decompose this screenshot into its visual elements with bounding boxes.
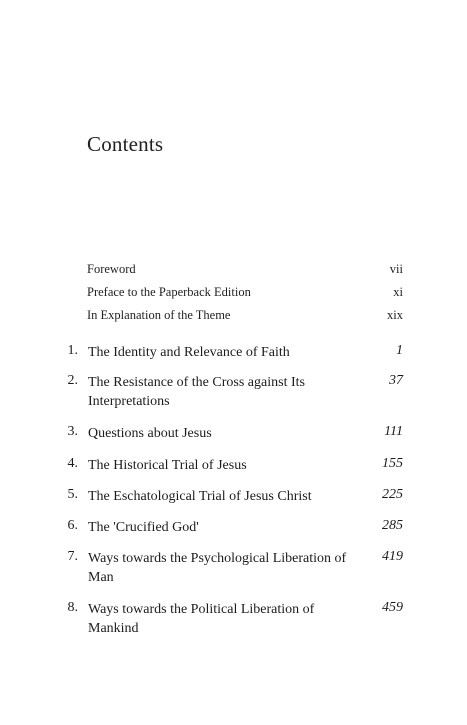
chapter-title: Questions about Jesus [88,426,212,441]
front-item-label: In Explanation of the Theme [87,308,231,322]
chapter-title: The Historical Trial of Jesus [88,458,247,473]
chapter-number: 5. [67,487,78,502]
front-item-page: xix [387,308,403,322]
page-title: Contents [87,132,164,156]
chapter-number: 6. [67,518,78,533]
chapter-title: The Identity and Relevance of Faith [88,345,290,360]
chapter-title: Ways towards the Political Liberation of Mankind [88,602,315,636]
chapter-title: Ways towards the Psychological Liberation of Man [88,551,347,585]
chapter-page: 225 [382,487,403,502]
chapter-number: 2. [67,373,78,388]
chapter-number: 3. [67,424,78,439]
front-item-label: Preface to the Paperback Edition [87,285,251,299]
chapter-page: 459 [382,600,403,615]
chapter-title: The 'Crucified God' [88,520,199,535]
chapter-page: 37 [389,373,403,388]
chapter-number: 4. [67,456,78,471]
chapter-page: 111 [384,424,403,439]
front-item-label: Foreword [87,262,136,276]
chapter-number: 1. [67,343,78,358]
chapter-page: 155 [382,456,403,471]
chapter-title: The Resistance of the Cross against Its Interpretations [88,375,305,409]
chapter-number: 7. [67,549,78,564]
front-item-page: xi [393,285,403,299]
chapter-page: 285 [382,518,403,533]
chapter-title: The Eschatological Trial of Jesus Christ [88,489,312,504]
front-item-page: vii [389,262,403,276]
chapter-number: 8. [67,600,78,615]
chapter-page: 1 [396,343,403,358]
chapter-page: 419 [382,549,403,564]
